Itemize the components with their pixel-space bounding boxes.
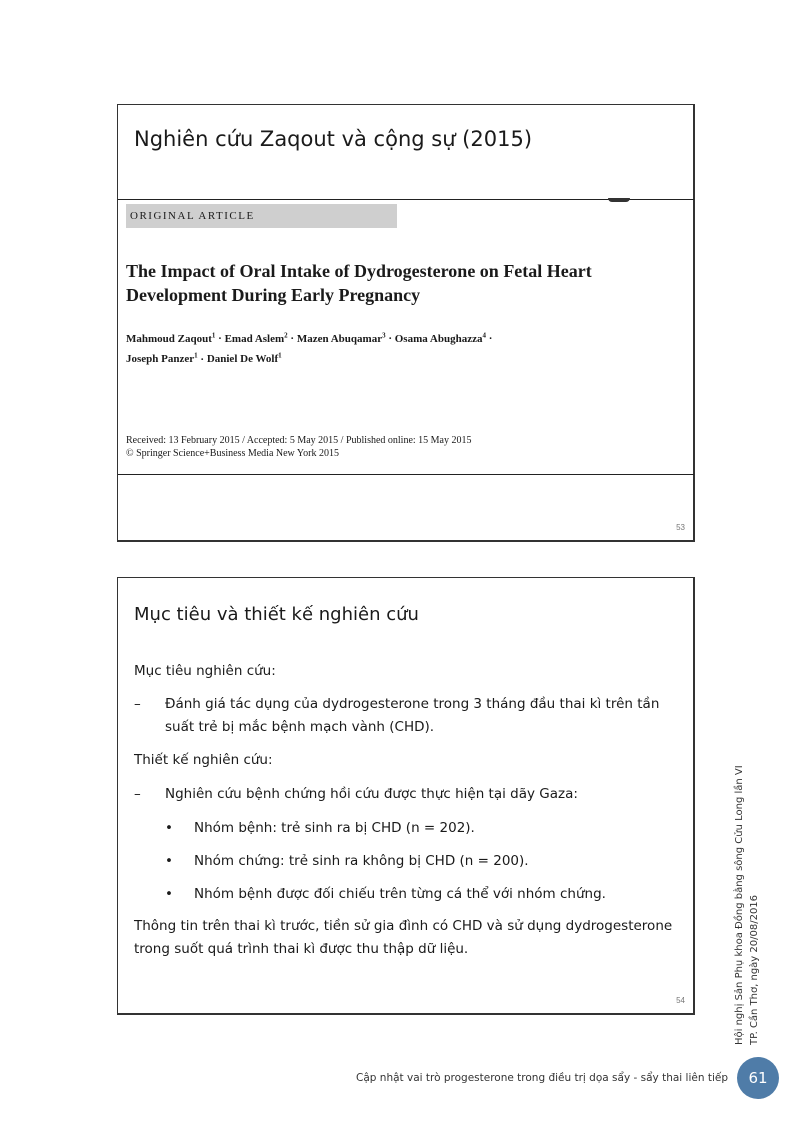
design-label: Thiết kế nghiên cứu: — [134, 752, 273, 768]
article-screenshot — [118, 199, 694, 475]
article-copyright: © Springer Science+Business Media New York 2015 — [126, 448, 339, 459]
slide-title: Nghiên cứu Zaqout và cộng sự (2015) — [134, 127, 533, 151]
conference-date: TP. Cần Thơ, ngày 20/08/2016 — [749, 894, 760, 1045]
journal-mark — [608, 198, 630, 202]
author-line: Joseph Panzer$^1$ · Daniel De Wolf$^1$ — [126, 351, 282, 366]
article-authors — [126, 327, 686, 368]
slide-54 — [117, 577, 695, 1015]
article-heading-line: Development During Early Pregnancy — [126, 285, 421, 305]
closing-paragraph: Thông tin trên thai kì trước, tiền sử gia đình có CHD và sử dụng dydrogesterone trong suốt quá trình thai kì được thu thập dữ liệu. — [134, 918, 673, 957]
bullet-marker: • — [165, 853, 173, 869]
footer-title: Cập nhật vai trò progesterone trong điều trị dọa sẩy - sẩy thai liên tiếp — [356, 1072, 728, 1084]
author: Emad Aslem$^2$ — [224, 331, 288, 345]
article-dates — [126, 434, 472, 460]
article-heading — [126, 259, 686, 307]
author-line: Mahmoud Zaqout$^1$ · Emad Aslem$^2$ · Mazen Abuqamar$^3$ · Osama Abughazza$^4$ · — [126, 331, 493, 345]
objective-text: Đánh giá tác dụng của dydrogesterone trong 3 tháng đầu thai kì trên tần suất trẻ bị mắc bệnh mạch vành (CHD). — [165, 696, 660, 735]
slide-53 — [117, 104, 695, 542]
article-type-label: ORIGINAL ARTICLE — [126, 204, 397, 228]
author: Daniel De Wolf$^1$ — [206, 351, 282, 366]
author: Joseph Panzer$^1$ — [126, 351, 198, 366]
bullet-text: Nhóm chứng: trẻ sinh ra không bị CHD (n = 200). — [194, 853, 529, 869]
dash-marker: – — [134, 786, 141, 802]
conference-name: Hội nghị Sản Phụ khoa Đồng bằng sông Cửu Long lần VI — [734, 765, 745, 1045]
conference-side-text — [732, 765, 762, 1045]
article-heading-line: The Impact of Oral Intake of Dydrogesterone on Fetal Heart — [126, 261, 592, 281]
slide-title: Mục tiêu và thiết kế nghiên cứu — [134, 604, 419, 625]
design-text: Nghiên cứu bệnh chứng hồi cứu được thực hiện tại dãy Gaza: — [165, 786, 578, 802]
bullet-text: Nhóm bệnh được đối chiếu trên từng cá thể với nhóm chứng. — [194, 886, 606, 902]
bullet-text: Nhóm bệnh: trẻ sinh ra bị CHD (n = 202). — [194, 820, 475, 836]
page-number-badge: 61 — [737, 1057, 779, 1099]
article-history: Received: 13 February 2015 / Accepted: 5 May 2015 / Published online: 15 May 2015 — [126, 435, 472, 446]
bullet-marker: • — [165, 820, 173, 836]
slide-number: 53 — [676, 523, 685, 532]
slide-number: 54 — [676, 996, 685, 1005]
bullet-marker: • — [165, 886, 173, 902]
author: Osama Abughazza$^4$ — [394, 331, 486, 345]
dash-marker: – — [134, 696, 141, 712]
author: Mazen Abuqamar$^3$ — [296, 331, 386, 345]
author: Mahmoud Zaqout$^1$ — [126, 331, 216, 345]
objective-label: Mục tiêu nghiên cứu: — [134, 663, 276, 679]
